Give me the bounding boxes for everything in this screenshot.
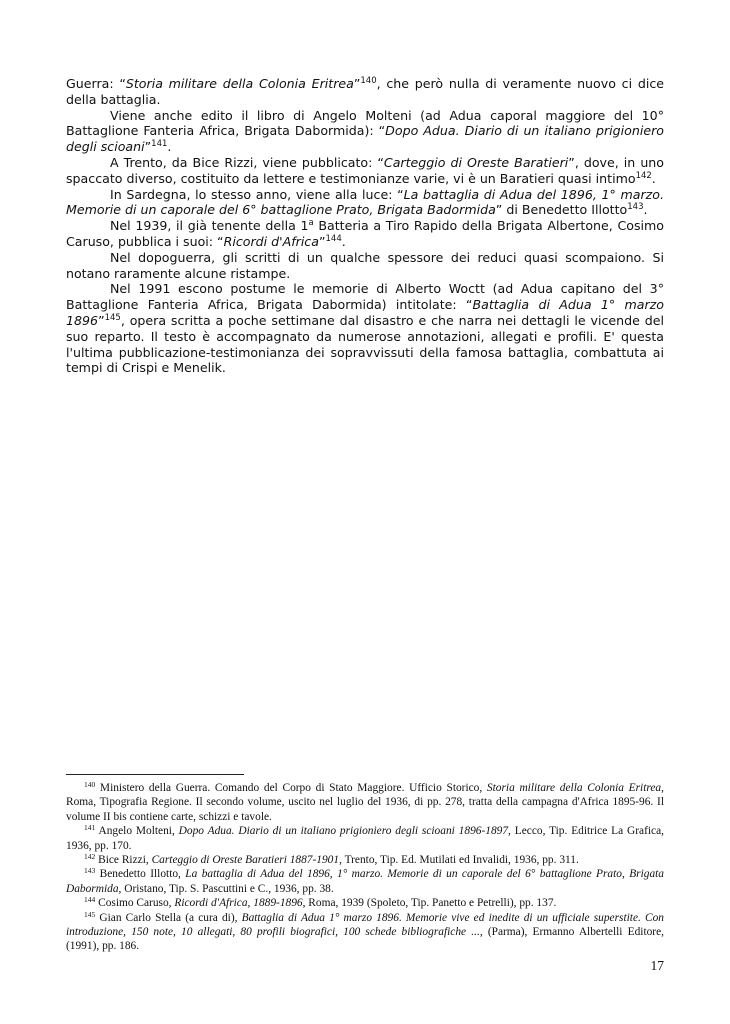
footnote-number: 141 bbox=[84, 823, 96, 833]
text: Angelo Molteni, bbox=[95, 825, 179, 838]
paragraph bbox=[66, 76, 664, 108]
footnote-number: 143 bbox=[84, 866, 96, 876]
book-title: La battaglia di Adua del 1896, 1° marzo. Memorie di un caporale del 6° battaglione Prato, Brigata Badormida bbox=[66, 186, 664, 218]
book-title: Carteggio di Oreste Baratieri 1887-1901 bbox=[151, 854, 340, 867]
book-title: Carteggio di Oreste Baratieri bbox=[383, 154, 569, 170]
footnote-number: 142 bbox=[84, 852, 96, 862]
book-title: Ricordi d'Africa, 1889-1896 bbox=[174, 897, 303, 910]
text: , opera scritta a poche settimane dal disastro e che narra nei dettagli le vicende del suo reparto. Il testo è accompagnato da numerose annotazioni, allegati e profili. E' questa l'ultima pubblicazione-testimonianza dei sopravvissuti della famosa battaglia, combattuta ai tempi di Crispi e Menelik. bbox=[66, 312, 664, 376]
footnote bbox=[66, 824, 664, 853]
text: Viene anche edito il libro di Angelo Molteni (ad Adua caporal maggiore del 10° Battaglione Fanteria Africa, Brigata Dabormida): “ bbox=[66, 107, 664, 139]
text: , Lecco, Tip. Editrice La Grafica, 1936, pp. 170. bbox=[66, 825, 664, 852]
paragraph bbox=[66, 218, 664, 250]
text: . bbox=[167, 139, 172, 155]
text: , Roma, 1939 (Spoleto, Tip. Panetto e Petrelli), pp. 137. bbox=[302, 897, 557, 910]
text: ” bbox=[144, 139, 152, 155]
text: . bbox=[651, 170, 656, 186]
text: ” bbox=[318, 233, 326, 249]
text: Benedetto Illotto, bbox=[95, 868, 186, 881]
text: , Roma, Tipografia Regione. Il secondo volume, uscito nel luglio del 1936, di pp. 278, tratta della campagna d'Africa 1895-96. Il volume II bis contiene carte, schizzi e tavole. bbox=[66, 782, 664, 823]
paragraph: Nel dopoguerra, gli scritti di un qualche spessore dei reduci quasi scompaiono. Si notano raramente alcune ristampe. bbox=[66, 249, 664, 281]
book-title: Battaglia di Adua 1° marzo 1896. Memorie vive ed inedite di un ufficiale superstite. Con introduzione, 150 note, 10 allegati, 80 profili biografici, 100 schede bibliografiche ... bbox=[66, 911, 664, 939]
footnotes bbox=[66, 781, 664, 954]
page-number: 17 bbox=[650, 958, 664, 973]
footnote bbox=[66, 896, 664, 910]
text: , (Parma), Ermanno Albertelli Editore, (1991), pp. 186. bbox=[66, 926, 665, 953]
footnote-separator bbox=[66, 774, 244, 775]
book-title: Battaglia di Adua 1° marzo 1896 bbox=[66, 297, 664, 328]
footnote bbox=[66, 853, 664, 867]
footnote-ref[interactable]: 144 bbox=[325, 233, 342, 244]
text: Guerra: “ bbox=[66, 76, 126, 91]
text: Batteria a Tiro Rapido della Brigata Albertone, Cosimo Caruso, pubblica i suoi: “ bbox=[66, 218, 664, 249]
paragraph bbox=[66, 187, 664, 219]
footnote-ref[interactable]: 140 bbox=[360, 76, 377, 86]
ordinal-suffix: a bbox=[308, 218, 314, 229]
text: Nel 1939, il già tenente della 1 bbox=[110, 218, 309, 234]
footnote-ref[interactable]: 143 bbox=[627, 202, 644, 213]
text: Ministero della Guerra. Comando del Corpo di Stato Maggiore. Ufficio Storico, bbox=[95, 782, 487, 794]
footnote-ref[interactable]: 145 bbox=[104, 312, 121, 323]
text: Bice Rizzi, bbox=[95, 854, 152, 867]
text: ” bbox=[98, 312, 105, 328]
main-text bbox=[66, 76, 664, 376]
footnote-number: 140 bbox=[84, 780, 96, 789]
footnote bbox=[66, 867, 664, 896]
text: ”, dove, in uno spaccato diverso, costituito da lettere e testimonianze varie, vi è un Baratieri quasi intimo bbox=[66, 154, 664, 186]
text: Cosimo Caruso, bbox=[95, 897, 175, 910]
paragraph bbox=[66, 108, 664, 155]
text: , che però nulla di veramente nuovo ci dice della battaglia. bbox=[66, 76, 664, 107]
paragraph bbox=[66, 155, 664, 187]
book-title: La battaglia di Adua del 1896, 1° marzo. Memorie di un caporale del 6° battaglione Prato, Brigata Dabormida bbox=[66, 868, 665, 895]
text: A Trento, da Bice Rizzi, viene pubblicato: “ bbox=[110, 154, 384, 170]
book-title: Dopo Adua. Diario di un italiano prigioniero degli scioani 1896-1897 bbox=[178, 825, 509, 838]
text: ” bbox=[353, 76, 361, 91]
footnote-ref[interactable]: 142 bbox=[635, 170, 652, 181]
text: In Sardegna, lo stesso anno, viene alla luce: “ bbox=[110, 186, 404, 202]
text: . bbox=[341, 233, 346, 249]
footnote bbox=[66, 781, 664, 824]
footnote-number: 145 bbox=[84, 909, 96, 919]
book-title: Storia militare della Colonia Eritrea bbox=[486, 782, 662, 794]
footnote bbox=[66, 911, 664, 954]
footnote-number: 144 bbox=[84, 895, 96, 905]
text: ” di Benedetto Illotto bbox=[495, 202, 628, 218]
text: . bbox=[643, 202, 648, 218]
book-title: Ricordi d'Africa bbox=[223, 233, 319, 249]
text: Nel 1991 escono postume le memorie di Alberto Woctt (ad Adua capitano del 3° Battaglione Fanteria Africa, Brigata Dabormida) intitolate: “ bbox=[66, 281, 664, 313]
text: Gian Carlo Stella (a cura di), bbox=[95, 911, 242, 924]
paragraph bbox=[66, 281, 664, 376]
text: , Trento, Tip. Ed. Mutilati ed Invalidi, 1936, pp. 311. bbox=[339, 854, 579, 867]
footnote-ref[interactable]: 141 bbox=[151, 139, 168, 150]
book-title: Dopo Adua. Diario di un italiano prigioniero degli scioani bbox=[66, 123, 664, 155]
text: , Oristano, Tip. S. Pascuttini e C., 1936, pp. 38. bbox=[118, 882, 334, 895]
book-title: Storia militare della Colonia Eritrea bbox=[125, 76, 354, 91]
